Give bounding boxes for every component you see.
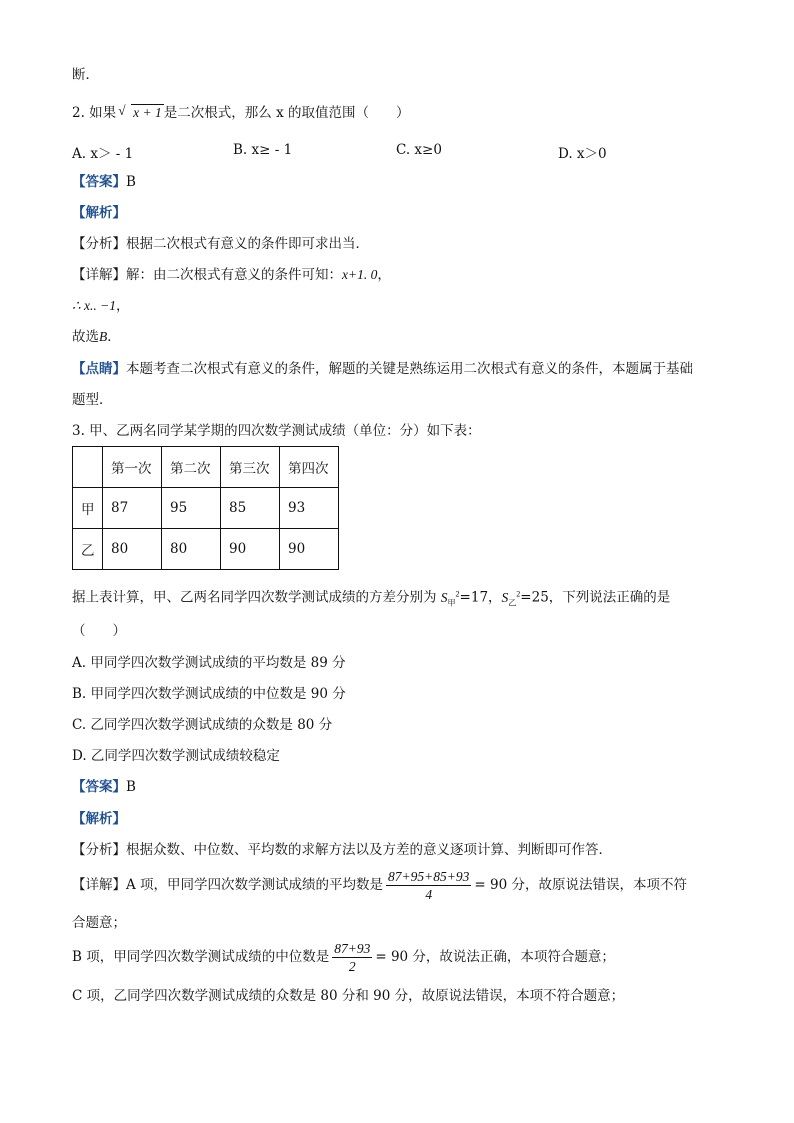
fenxi-text: 根据二次根式有意义的条件即可求出当． [126,236,369,252]
q3-analysis-heading [72,810,126,828]
calc-prefix: 据上表计算，甲、乙两名同学四次数学测试成绩的方差分别为 [72,589,441,606]
table-cell: 90 [280,529,339,570]
dianjing-label: 【点睛】 [72,361,126,377]
q2-dianjing-cont: 题型． [72,392,113,408]
table-cell: 乙 [73,529,103,570]
table-cell: 80 [103,529,162,570]
table-row [73,529,339,570]
table-cell: 甲 [73,488,103,529]
variance-yi: $S_乙^2$ [501,589,521,608]
q3-option-c: C. 乙同学四次数学测试成绩的众数是 80 分 [72,717,333,733]
table-cell: 80 [162,529,221,570]
q3-option-b: B. 甲同学四次数学测试成绩的中位数是 90 分 [72,686,346,702]
q3-item-c: C 项，乙同学四次数学测试成绩的众数是 80 分和 90 分，故原说法错误，本项不符合题意； [72,988,625,1004]
q2-prefix: 2. 如果 [72,105,117,121]
xiangjie-tail: ， [377,267,391,283]
sqrt-expression [118,104,164,122]
choose-text: 故选 [72,329,99,345]
fraction-numerator: 87+93 [334,941,371,956]
q3-xiangjie-a [72,865,687,905]
analysis-label: 【解析】 [72,811,126,827]
q3-option-d: D. 乙同学四次数学测试成绩较稳定 [72,748,280,764]
fenxi-label: 【分析】 [72,236,126,252]
q2-analysis-heading [72,204,126,222]
item-a-suffix: = 90 分，故原说法错误，本项不符 [474,877,687,893]
table-header-cell: 第四次 [280,447,339,488]
q3-fenxi [72,841,612,859]
table-cell: 85 [221,488,280,529]
answer-value: B [126,779,136,795]
answer-label: 【答案】 [72,779,126,795]
continued-text: 断． [72,67,99,83]
table-cell: 93 [280,488,339,529]
table-cell: 87 [103,488,162,529]
q3-variance-line [72,585,670,612]
q2-fenxi [72,235,369,253]
xiangjie-label: 【详解】 [72,267,126,283]
fenxi-text: 根据众数、中位数、平均数的求解方法以及方差的意义逐项计算、判断即可作答． [126,842,612,858]
q3-item-b [72,937,615,977]
radical-icon: √ [118,103,126,118]
xiangjie-math: x+1. 0 [342,267,378,282]
q2-option-b: B. x≥ - 1 [233,142,293,158]
variance-jia-value: =17， [459,589,502,606]
variance-yi-value: =25，下列说法正确的是 [520,589,671,606]
q2-xiangjie [72,266,391,284]
q2-dianjing [72,360,693,378]
q2-option-a: A. x＞ - 1 [72,146,134,162]
q2-therefore [72,297,129,315]
q2-choose [72,328,121,346]
fenxi-label: 【分析】 [72,842,126,858]
choose-letter: B [99,329,108,344]
table-cell: 90 [221,529,280,570]
q2-option-d: D. x＞0 [558,146,607,162]
dianjing-text-1: 本题考查二次根式有意义的条件，解题的关键是熟练运用二次根式有意义的条件，本题属于基础 [126,361,693,377]
xiangjie-label: 【详解】 [72,877,126,893]
item-a-prefix: A 项，甲同学四次数学测试成绩的平均数是 [126,877,384,893]
score-table [72,446,339,570]
table-header-row [73,447,339,488]
mean-fraction [386,868,471,903]
q3-xiangjie-a-cont: 合题意； [72,915,126,931]
q3-paren: （ ） [72,623,126,639]
table-header-cell: 第二次 [162,447,221,488]
table-row [73,488,339,529]
variance-jia: $S_甲^2$ [440,589,460,608]
analysis-label: 【解析】 [72,205,126,221]
q3-option-a: A. 甲同学四次数学测试成绩的平均数是 89 分 [72,655,346,671]
table-header-cell: 第三次 [221,447,280,488]
q2-option-c: C. x≥0 [396,142,442,158]
q3-answer [72,778,136,796]
fraction-numerator: 87+95+85+93 [388,869,470,884]
radicand: x + 1 [133,105,162,120]
question-3-stem: 3. 甲、乙两名同学某学期的四次数学测试成绩（单位：分）如下表： [72,423,481,439]
question-2-stem [72,104,409,122]
xiangjie-text: 解：由二次根式有意义的条件可知： [126,267,342,283]
item-b-suffix: = 90 分，故说法正确，本项符合题意； [375,949,615,965]
answer-value: B [126,174,136,190]
therefore-expr: ∴ x.. −1 [72,298,116,313]
fraction-denominator: 4 [425,887,433,902]
answer-label: 【答案】 [72,174,126,190]
table-header-cell: 第一次 [103,447,162,488]
q2-suffix: 是二次根式，那么 x 的取值范围（ ） [163,105,410,121]
fraction-denominator: 2 [348,959,356,974]
choose-tail: ． [107,329,121,345]
table-cell: 95 [162,488,221,529]
q2-answer [72,173,136,191]
item-b-prefix: B 项，甲同学四次数学测试成绩的中位数是 [72,949,330,965]
therefore-tail: ， [115,298,130,314]
median-fraction [332,940,372,975]
table-header-cell [73,447,103,488]
